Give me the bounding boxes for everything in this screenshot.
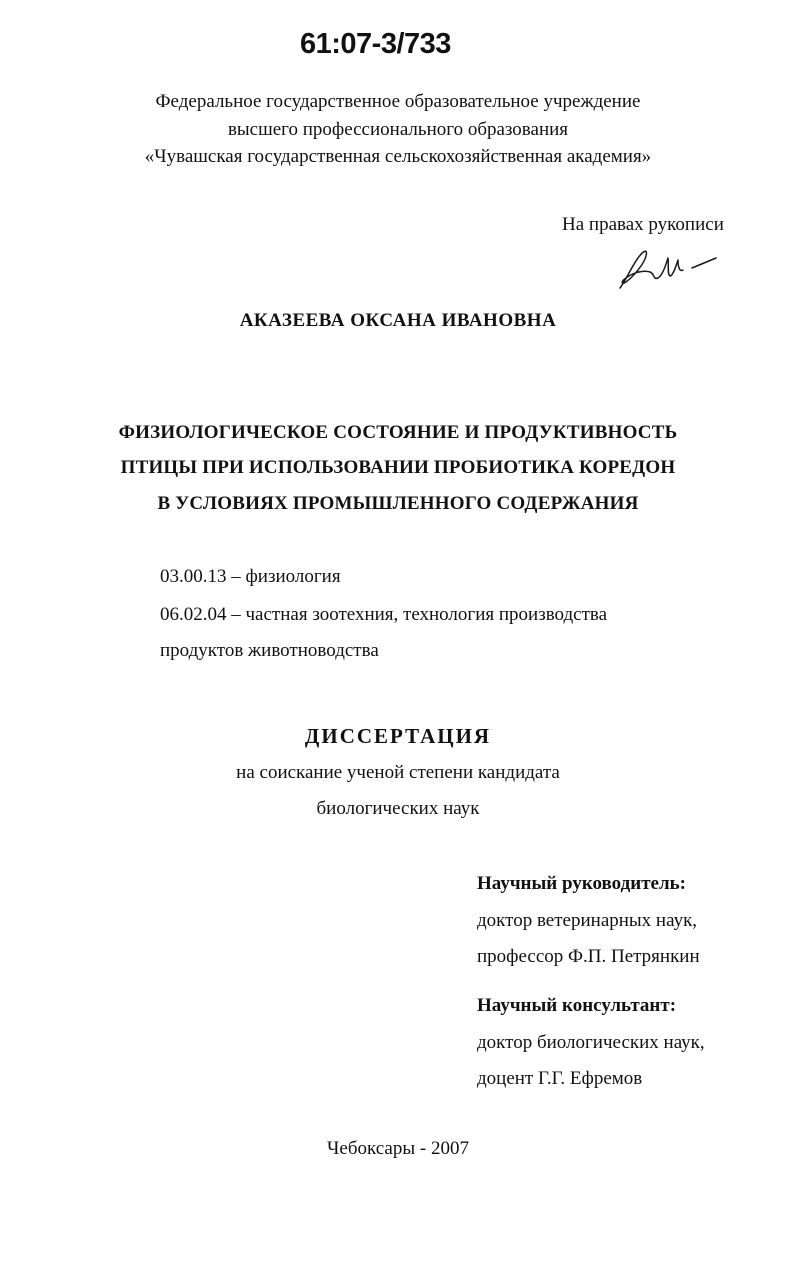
supervisor-degree: доктор ветеринарных наук,: [477, 910, 698, 931]
specialty-line-3: продуктов животноводства: [160, 640, 379, 661]
author-name: АКАЗЕЕВА ОКСАНА ИВАНОВНА: [239, 310, 557, 331]
archive-stamp-number: 61:07-3/733: [300, 28, 451, 60]
manuscript-rights-note: На правах рукописи: [562, 214, 724, 235]
specialty-line-2: 06.02.04 – частная зоотехния, технология производства: [160, 604, 608, 625]
degree-line-2: биологических наук: [316, 798, 480, 819]
degree-line-1: на соискание ученой степени кандидата: [236, 762, 560, 783]
thesis-title-line-3: В УСЛОВИЯХ ПРОМЫШЛЕННОГО СОДЕРЖАНИЯ: [157, 493, 639, 514]
supervisor-name: профессор Ф.П. Петрянкин: [477, 946, 700, 967]
thesis-title-line-2: ПТИЦЫ ПРИ ИСПОЛЬЗОВАНИИ ПРОБИОТИКА КОРЕДОН: [120, 457, 676, 478]
institution-line-3: «Чувашская государственная сельскохозяйственная академия»: [144, 146, 652, 167]
document-type-heading: ДИССЕРТАЦИЯ: [304, 724, 492, 748]
supervisor-heading: Научный руководитель:: [477, 873, 686, 894]
handwritten-signature: [612, 236, 722, 294]
institution-line-1: Федеральное государственное образовательное учреждение: [155, 91, 641, 112]
consultant-heading: Научный консультант:: [477, 995, 677, 1016]
institution-line-2: высшего профессионального образования: [227, 119, 569, 140]
city-year: Чебоксары - 2007: [327, 1138, 469, 1159]
consultant-degree: доктор биологических наук,: [477, 1032, 705, 1053]
thesis-title-line-1: ФИЗИОЛОГИЧЕСКОЕ СОСТОЯНИЕ И ПРОДУКТИВНОСТЬ: [118, 422, 678, 443]
consultant-name: доцент Г.Г. Ефремов: [477, 1068, 643, 1089]
specialty-line-1: 03.00.13 – физиология: [160, 566, 341, 587]
